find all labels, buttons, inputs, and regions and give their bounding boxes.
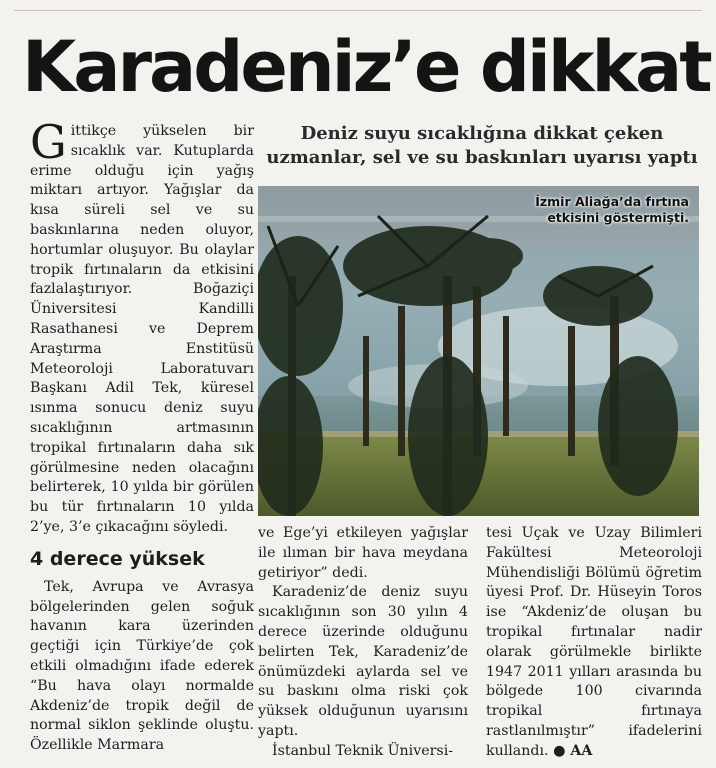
article-column-middle xyxy=(258,524,468,762)
drop-cap: G xyxy=(30,115,67,169)
paragraph-europe-cont: ve Ege’yi etkileyen yağışlar ile ılıman bir hava meydana getiriyor” dedi. xyxy=(258,525,468,581)
agency-signature: ● AA xyxy=(553,742,593,759)
itu-text: tesi Uçak ve Uzay Bilimleri Fakültesi Meteoroloji Mühendisliği Bölümü öğretim üyesi Prof. Dr. Hüseyin Toros ise “Akdeniz’de oluşan bu tropikal fırtınalar nadir olarak görülmekle birlikte 1947 2011 yılları arasında bu bölgede 100 civarında tropikal fırtınaya rastlanılmıştır” ifadelerini kullandı. xyxy=(486,525,702,759)
headline: Karadeniz’e dikkat xyxy=(22,26,710,108)
subheadline: Deniz suyu sıcaklığına dikkat çeken uzmanlar, sel ve su baskınları uyarısı yaptı xyxy=(266,123,698,168)
photo-caption: İzmir Aliağa’da fırtına etkisini göstermişti. xyxy=(535,194,689,225)
paragraph-intro xyxy=(30,115,254,538)
article-column-right xyxy=(486,524,702,762)
paragraph-itu-cont xyxy=(486,524,702,762)
intro-text: ittikçe yükselen bir sıcaklık var. Kutuplarda erime olduğu için yağış miktarı artıyor. Yağışlar da kısa süreli sel ve su baskınlarına neden oluyor, hortumlar oluşuyor. Bu olaylar tropik fırtınaların da etkisini fazlalaştırıyor. Boğaziçi Üniversitesi Kandilli Rasathanesi ve Deprem Araştırma Enstitüsü Meteoroloji Laboratuvarı Başkanı Adil Tek, küresel ısınma sonucu deniz suyu sıcaklığının artmasının tropikal fırtınaların daha sık görülmesine neden olacağını belirterek, 10 yılda bir görülen bu tür fırtınaların 10 yılda 2’ye, 3’e çıkacağını söyledi. xyxy=(30,123,254,535)
paragraph-itu-start: İstanbul Teknik Üniversi- xyxy=(272,742,454,759)
top-rule xyxy=(14,10,702,11)
section-subtitle: 4 derece yüksek xyxy=(30,547,205,570)
paragraph-europe: Tek, Avrupa ve Avrasya bölgelerinden gelen soğuk havanın kara üzerinden geçtiği için Türkiye’de çok etkili olmadığını ifade ederek “Bu hava olayı normalde Akdeniz’de tropik değil de normal siklon şeklinde oluştu. Özellikle Marmara xyxy=(30,578,254,754)
article-column-left xyxy=(30,115,254,756)
storm-palm-trees-image xyxy=(258,186,699,516)
paragraph-blacksea: Karadeniz’de deniz suyu sıcaklığının son 30 yılın 4 derece üzerinde olduğunu belirten Tek, Karadeniz’de önümüzdeki aylarda sel ve su baskını olma riski çok yüksek olduğunun uyarısını yaptı. xyxy=(258,584,468,739)
news-photo xyxy=(258,186,699,516)
